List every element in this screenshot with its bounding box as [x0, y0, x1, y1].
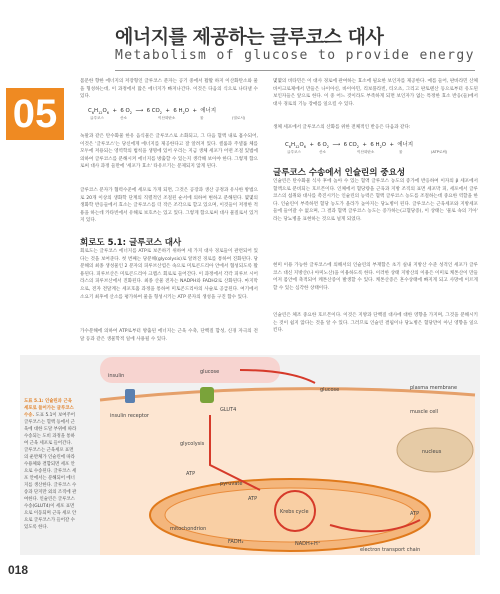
figure-caption — [24, 398, 77, 531]
title-divider — [115, 70, 475, 71]
label-plasma-membrane: plasma membrane — [410, 385, 458, 391]
left-paragraph-3: 글루코스 분자가 협력수준에 세포로 가게 되면, 그것은 공장과 생산 공정과 유사한 방법으로 20개 이상의 생화학 단계의 직렬적인 조절된 순서에 의하여 변하고 분해된다. 몇몇의 생화학 반응들에서 효소는 글루코스를 더 작은 조각으로 할고 있으며, 이것들이 저정한 적용을 하는데 카타빈에서 유해로 보호쓰는 있고 있다. 그렇게 함으로써 대사 물질로서 있거지 있다. — [80, 188, 258, 224]
label-insulin-receptor: insulin receptor — [110, 413, 149, 419]
figure-caption-title-rest: 인슐린과 근육 세포로 들어가는 글루코스 수송. — [24, 399, 74, 418]
label-nadh: NADH+H⁺ — [295, 541, 321, 547]
left-paragraph-5: 가수분해에 의하여 ATP로부터 방출된 에너지는 근육 수축, 단백질 합성, 신경 자극의 전달 등과 같은 생물학적 일에 사용될 수 있다. — [80, 329, 258, 342]
eq2-label-oxygen: 산소 — [319, 150, 326, 154]
chapter-number-badge: 05 — [6, 88, 64, 140]
label-pyruvate: pyruvate — [220, 481, 243, 487]
mitochondrion-inner — [165, 488, 415, 542]
left-heading: 회로도 5.1: 글루코스 대사 — [80, 238, 182, 248]
eq2-label-co2: 이산화탄소 — [357, 150, 375, 154]
label-electron-transport: electron transport chain — [360, 547, 421, 553]
label-glut4: GLUT4 — [220, 407, 237, 413]
label-insulin: insulin — [108, 373, 125, 379]
right-paragraph-2: 생체 세포에서 글루코스의 산화를 위한 전체적인 반응은 다음과 같다: — [273, 125, 411, 130]
right-paragraph-3: 인슐린은 탄수화물 식사 후에 높아 수 있는 혈액 글루코스 농도의 증가에 반응하여 이자의 β 세포에서 혈액으로 분비되는 호르몬이다. 인체에서 혈당량을 근육과 지방 조직의 표면 세포막 피, 세포에서 글루코스의 섭취와 대사를 촉진시키는 인슐린의 능력은 혈액 글루코스 농도를 조절하는데 중요한 역할을 한다. 인슐린이 부족하면 혈당 농도가 올라가 높아지는 당뇨병이 된다. 글루코스는 근육세포와 지방세포들에 들어갈 수 없으며, 그 결과 혈액 글루코스 농도는 증가하는(고혈당증), 이 상태는 '물로 속의 기아' 라는 당뇨병을 표현하는 것으로 널게 되었다. — [273, 179, 478, 222]
label-glucose-top: glucose — [200, 369, 220, 375]
right-paragraph-5: 인슐린은 체조 중요한 호르몬이다. 이것은 지방과 단백질 대사에 대한 영향을 가지며, 그것을 분해시키는 것이 쉽지 않다는 것을 알 수 있다. 그러므로 인슐린 결핍이나 당뇨병은 혈당만이 아닌 영향을 일으킨다. — [273, 313, 478, 334]
eq1-label-co2: 이산화탄소 — [158, 116, 176, 120]
glucose-metabolism-diagram — [80, 355, 480, 555]
equation-2: $C_6H_{12}O_6 + 6$ $O_2$ ⟶ 6 $CO_2 + 6$ $H_2O$ + 에너지 글루코스 산소 이산화탄소 물 (ATP로써) — [285, 142, 448, 154]
right-paragraph-1: 몇몇의 비타민은 이 대사 경로에 관여하는 효소에 필요한 보인자를 제공한다. 예를 들어, 판바라민 산체바이크로제에서 만들은 나이아신, 바이아민, 리보플라빈, 티오츠, 그리고 판토텐산 등으로부터 유도된 보인자들은 앞으로 한다. 이 중 어느 것이라도 부족하게 되면 보인자가 없는 특정한 효소 반응(들)에서 대사 경로의 기능 장애를 일으킬 수 있다. — [273, 79, 478, 107]
glut4-transporter — [200, 387, 214, 403]
label-fadh2: FADH₂ — [228, 539, 244, 545]
left-paragraph-2: 녹말과 같은 탄수화물 한유 음식물은 글루코스로 소화되고, 그 다음 혈액 내로 흡수되어, 이것은 '글루코스'는 당신에게 에너지를 제공한다고 잘 알려져 있다. 셀룰과 주셀룰 체를 모두에 저용되는 영역학의 법칙을 생명에 있어 우리는 지금 생체 세포가 어떤 조절 있법에 의하여 글루코스를 분해시켜 에너지를 방출할 수 있는지 생각해 보아야 한다. 그렇게 함으로써 대사 과정 들만에 '세포가 효소' 타유르기는 문제되지 않게 된다. — [80, 134, 258, 170]
equation-1: $C_6H_{12}O_6 + 6$ $O_2$ ⟶ 6 $CO_2 + 6$ $H_2O$ + 에너지 글루코스 산소 이산화탄소 물 (열로서) — [88, 108, 246, 120]
eq1-label-oxygen: 산소 — [120, 116, 127, 120]
label-atp-3: ATP — [410, 511, 420, 517]
insulin-receptor-shape — [125, 389, 135, 403]
right-paragraph-4: 현미 이용 가능한 글루코스에 의해서의 인슐린의 부재함은 초기 실내 지방산 수준 성격인 세포가 글루코스 대신 지방산(나 아미노산)을 이용하도록 한다. 이러한 상태 지방산의 이용은 이미로 케톤산이 만들어져 몸안에 축적되어 케톤산증이 발생할 수 있다. 케톤산증은 혼수상태에 빠지게 되고 사망에 이르게 할 수 있는 심각한 상태이다. — [273, 263, 478, 291]
label-glucose-mid: glucose — [320, 387, 340, 393]
eq2-label-water: 물 — [399, 150, 403, 154]
label-mitochondrion: mitochondrion — [170, 526, 207, 532]
page-number: 018 — [8, 563, 29, 577]
eq1-label-heat: (열로서) — [232, 116, 246, 120]
left-paragraph-1: 몸문한 향한 에너지의 저장형인 글루코스 분자는 공기 중에서 활활 하지 이산화탄소와 물을 형성하는데, 이 과정에서 많은 에너지가 빠져나간다. 이것은 다음의 식으로 나타낼 수 있다. — [80, 79, 258, 100]
label-krebs: Krebs cycle — [280, 509, 309, 515]
label-glycolysis: glycolysis — [180, 441, 205, 447]
figure-caption-body: 도표 5.1이 보여주어 글루코스는 혈액 등에서 근육에 대한 도달 부위에 따라 수송되는 도비 과정을 통하여 근육 세포로 들어간다. 글루코스는 근육세포 표면의 운반체가 인슐린에 따라 수용체와 결합되면 세포 안으로 수송된다. 글루코스 세포 안에서는 분해되어 에너지를 생산한다. 글루코스 수송과 단지만 외의 조직에 관여한다. 인슐린은 글루코스 수송(GLUT4)이 세포 표면으로 이동되며 근육 세포 안으로 글루코스가 들어갈 수 있도록 한다. — [24, 413, 77, 530]
page-title: 에너지를 제공하는 글루코스 대사 — [115, 26, 384, 48]
figure-caption-title: 도표 5.1: — [24, 399, 44, 404]
label-nucleus: nucleus — [422, 449, 442, 455]
eq1-label-glucose: 글루코스 — [90, 116, 104, 120]
eq2-label-glucose: 글루코스 — [287, 150, 301, 154]
label-atp-1: ATP — [186, 471, 196, 477]
label-atp-2: ATP — [248, 496, 258, 502]
right-heading: 글루코스 수송에서 인슐린의 중요성 — [273, 168, 406, 178]
page-subtitle: Metabolism of glucose to provide energy — [115, 48, 475, 63]
eq2-label-atp: (ATP로써) — [431, 150, 448, 154]
eq1-label-water: 물 — [200, 116, 204, 120]
label-muscle-cell: muscle cell — [410, 409, 439, 415]
left-paragraph-4: 회로도는 글루코스 에너지를 ATP로 보존하기 위하여 세 가지 대사 경로들이 관련되어 있다는 것을 보여준다. 첫 번째는 당분해(glycolysis)로 알려진 경로를 통하여 진화된다. 당분해의 최종 생성물인 2 분자의 피루브산염은 속으로 미토콘드리아 안에서 협성되도록 활용된다. 피루브산은 미토콘드리아 크렙스 회로로 들어간다. 이 과정에서 각각 피루브 시어라스의 피루브산에서 진화된다. 최종 산물 전자는 NADPH와 FADH2로 산화된다. 마지막 으로, 전자 전달계는 세포호흡 과정을 통하여 미토콘드리아의 사슬로 공급된다. 여기에서 소요기 최후에 산소를 평가하여 물을 형성시키는 ATP 분자의 생성을 구진 함수 있다. — [80, 249, 258, 300]
